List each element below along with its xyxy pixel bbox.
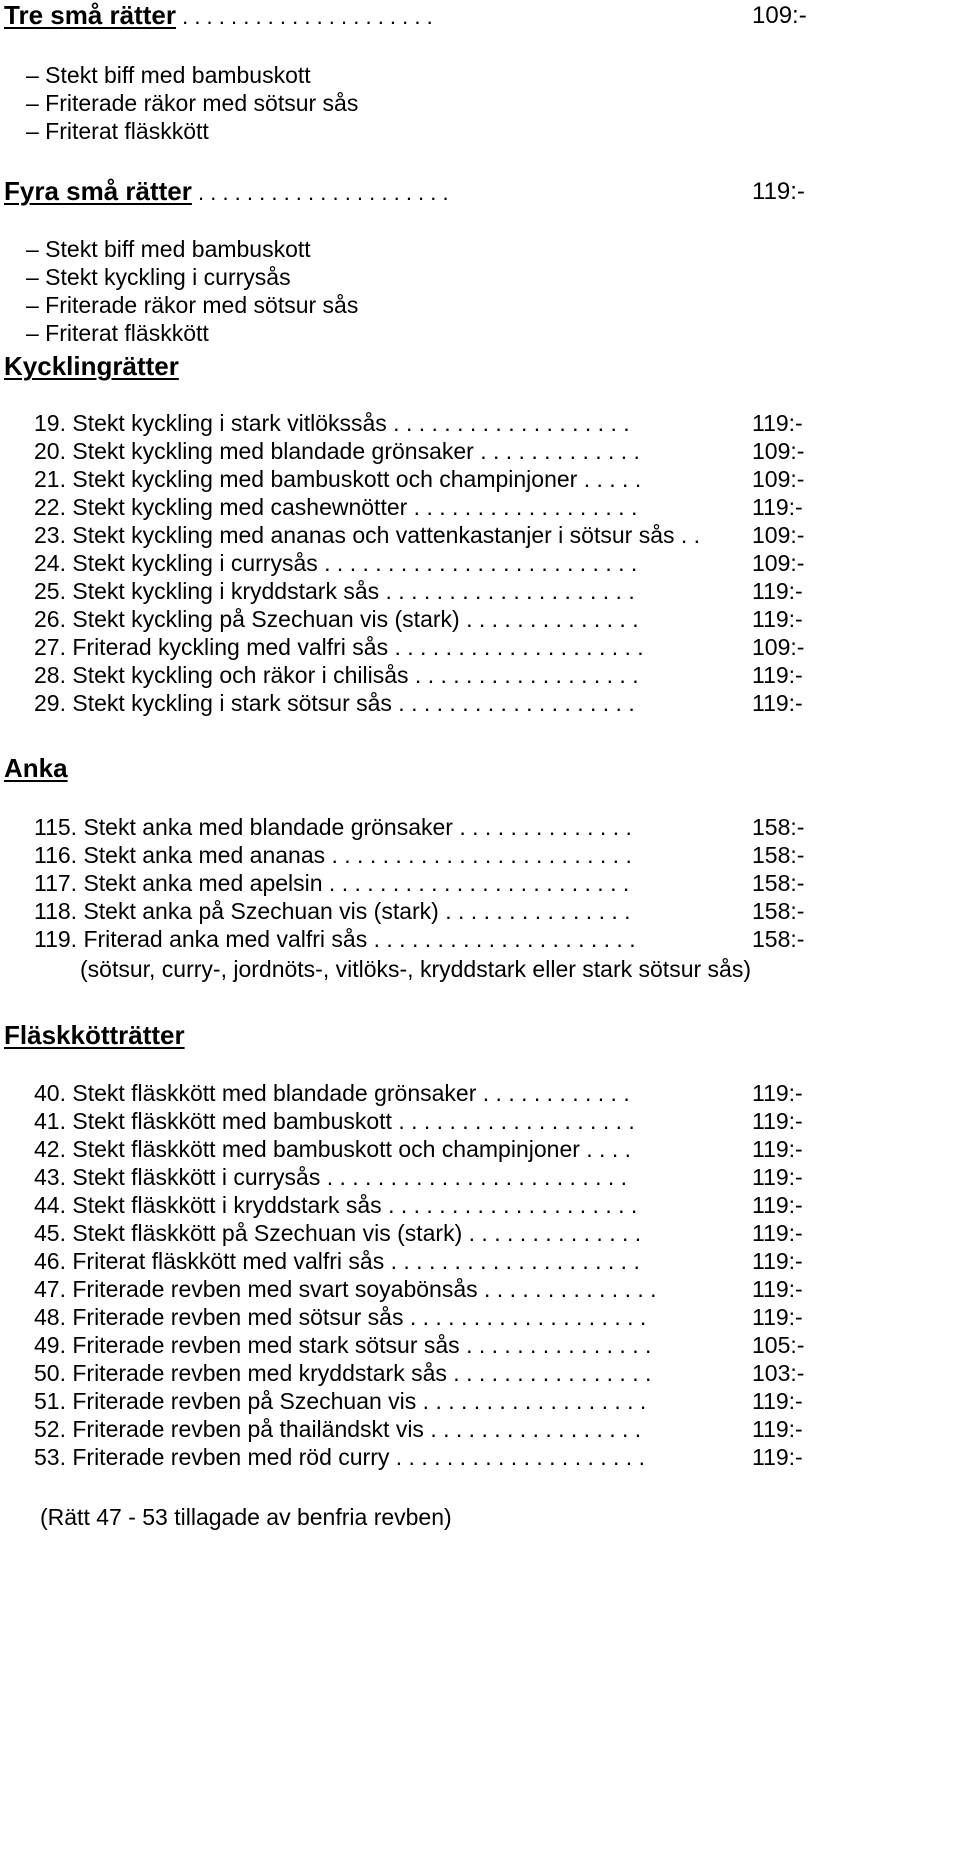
dish-text: 21. Stekt kyckling med bambuskott och champinjoner . . . . . — [34, 466, 642, 492]
dish-text: 118. Stekt anka på Szechuan vis (stark) . . . . . . . . . . . . . . . — [34, 898, 631, 924]
combo-item: – Friterade räkor med sötsur sås — [26, 90, 359, 116]
dish-text: 119. Friterad anka med valfri sås . . . . . . . . . . . . . . . . . . . . . — [34, 926, 636, 952]
dish-text: 26. Stekt kyckling på Szechuan vis (stark) . . . . . . . . . . . . . . — [34, 606, 639, 632]
dish-text: 48. Friterade revben med sötsur sås . . . . . . . . . . . . . . . . . . . — [34, 1304, 647, 1330]
dish-price: 119:- — [752, 1388, 803, 1414]
dish-price: 105:- — [752, 1332, 805, 1358]
dish-text: 50. Friterade revben med kryddstark sås . . . . . . . . . . . . . . . . — [34, 1360, 652, 1386]
section-title-anka: Anka — [4, 753, 68, 783]
dish-price: 158:- — [752, 926, 805, 952]
dish-text: 22. Stekt kyckling med cashewnötter . . . . . . . . . . . . . . . . . . — [34, 494, 638, 520]
combo-price: 109:- — [752, 2, 807, 29]
dish-text: 19. Stekt kyckling i stark vitlökssås . . . . . . . . . . . . . . . . . . . — [34, 410, 630, 436]
dish-price: 119:- — [752, 1276, 803, 1302]
dish-text: 27. Friterad kyckling med valfri sås . . . . . . . . . . . . . . . . . . . . — [34, 634, 644, 660]
dish-text: 29. Stekt kyckling i stark sötsur sås . . . . . . . . . . . . . . . . . . . — [34, 690, 635, 716]
combo-item: – Stekt biff med bambuskott — [26, 62, 311, 88]
dish-price: 119:- — [752, 606, 803, 632]
dish-text: 115. Stekt anka med blandade grönsaker . . . . . . . . . . . . . . — [34, 814, 632, 840]
dish-text: 24. Stekt kyckling i currysås . . . . . . . . . . . . . . . . . . . . . . . . . — [34, 550, 638, 576]
combo-item: – Stekt kyckling i currysås — [26, 264, 291, 290]
dish-text: 40. Stekt fläskkött med blandade grönsaker . . . . . . . . . . . . — [34, 1080, 630, 1106]
dish-price: 119:- — [752, 1416, 803, 1442]
dish-price: 109:- — [752, 522, 805, 548]
dish-text: 45. Stekt fläskkött på Szechuan vis (stark) . . . . . . . . . . . . . . — [34, 1220, 642, 1246]
combo-title-fyra-sma-ratter — [4, 178, 455, 204]
section-title-kycklingratter: Kycklingrätter — [4, 351, 179, 381]
dot-leader: . . . . . . . . . . . . . . . . . . . . . — [175, 4, 439, 29]
dish-price: 119:- — [752, 1220, 803, 1246]
dish-price: 119:- — [752, 1248, 803, 1274]
combo-item: – Stekt biff med bambuskott — [26, 236, 311, 262]
dish-price: 119:- — [752, 1080, 803, 1106]
dot-leader: . . . . . . . . . . . . . . . . . . . . . — [191, 180, 455, 205]
dish-price: 119:- — [752, 690, 803, 716]
dish-price: 119:- — [752, 494, 803, 520]
ribs-note: (Rätt 47 - 53 tillagade av benfria revben) — [40, 1504, 452, 1530]
dish-text: 23. Stekt kyckling med ananas och vattenkastanjer i sötsur sås . . — [34, 522, 701, 548]
dish-price: 119:- — [752, 1136, 803, 1162]
dish-price: 109:- — [752, 550, 805, 576]
combo-title-text: Tre små rätter — [4, 0, 176, 30]
dish-text: 20. Stekt kyckling med blandade grönsaker . . . . . . . . . . . . . — [34, 438, 640, 464]
dish-text: 51. Friterade revben på Szechuan vis . . . . . . . . . . . . . . . . . . — [34, 1388, 647, 1414]
combo-item: – Friterat fläskkött — [26, 320, 209, 346]
dish-text: 28. Stekt kyckling och räkor i chilisås . . . . . . . . . . . . . . . . . . — [34, 662, 639, 688]
dish-price: 119:- — [752, 1164, 803, 1190]
dish-text: 53. Friterade revben med röd curry . . . . . . . . . . . . . . . . . . . . — [34, 1444, 645, 1470]
dish-price: 119:- — [752, 1192, 803, 1218]
dish-price: 119:- — [752, 578, 803, 604]
dish-price: 119:- — [752, 410, 803, 436]
dish-price: 158:- — [752, 870, 805, 896]
dish-text: 47. Friterade revben med svart soyabönsås . . . . . . . . . . . . . . — [34, 1276, 657, 1302]
dish-text: 117. Stekt anka med apelsin . . . . . . . . . . . . . . . . . . . . . . . . — [34, 870, 630, 896]
dish-text: 25. Stekt kyckling i kryddstark sås . . . . . . . . . . . . . . . . . . . . — [34, 578, 635, 604]
dish-price: 119:- — [752, 1444, 803, 1470]
dish-price: 109:- — [752, 438, 805, 464]
dish-text: 46. Friterat fläskkött med valfri sås . . . . . . . . . . . . . . . . . . . . — [34, 1248, 640, 1274]
dish-text: 43. Stekt fläskkött i currysås . . . . . . . . . . . . . . . . . . . . . . . . — [34, 1164, 628, 1190]
dish-price: 103:- — [752, 1360, 805, 1386]
combo-title-text: Fyra små rätter — [4, 176, 192, 206]
dish-price: 119:- — [752, 1108, 803, 1134]
dish-price: 158:- — [752, 898, 805, 924]
combo-item: – Friterat fläskkött — [26, 118, 209, 144]
dish-price: 158:- — [752, 814, 805, 840]
dish-price: 109:- — [752, 466, 805, 492]
dish-text: 116. Stekt anka med ananas . . . . . . . . . . . . . . . . . . . . . . . . — [34, 842, 632, 868]
dish-text: 52. Friterade revben på thailändskt vis . . . . . . . . . . . . . . . . . — [34, 1416, 642, 1442]
combo-price: 119:- — [752, 178, 805, 205]
sauce-note: (sötsur, curry-, jordnöts-, vitlöks-, kryddstark eller stark sötsur sås) — [80, 956, 751, 982]
dish-text: 44. Stekt fläskkött i kryddstark sås . . . . . . . . . . . . . . . . . . . . — [34, 1192, 638, 1218]
dish-price: 119:- — [752, 662, 803, 688]
section-title-flaskkottratter: Fläskkötträtter — [4, 1020, 185, 1050]
dish-price: 109:- — [752, 634, 805, 660]
combo-title-tre-sma-ratter — [4, 2, 439, 28]
dish-text: 42. Stekt fläskkött med bambuskott och champinjoner . . . . — [34, 1136, 632, 1162]
combo-item: – Friterade räkor med sötsur sås — [26, 292, 359, 318]
dish-text: 41. Stekt fläskkött med bambuskott . . . . . . . . . . . . . . . . . . . — [34, 1108, 635, 1134]
dish-price: 119:- — [752, 1304, 803, 1330]
dish-price: 158:- — [752, 842, 805, 868]
dish-text: 49. Friterade revben med stark sötsur sås . . . . . . . . . . . . . . . — [34, 1332, 652, 1358]
